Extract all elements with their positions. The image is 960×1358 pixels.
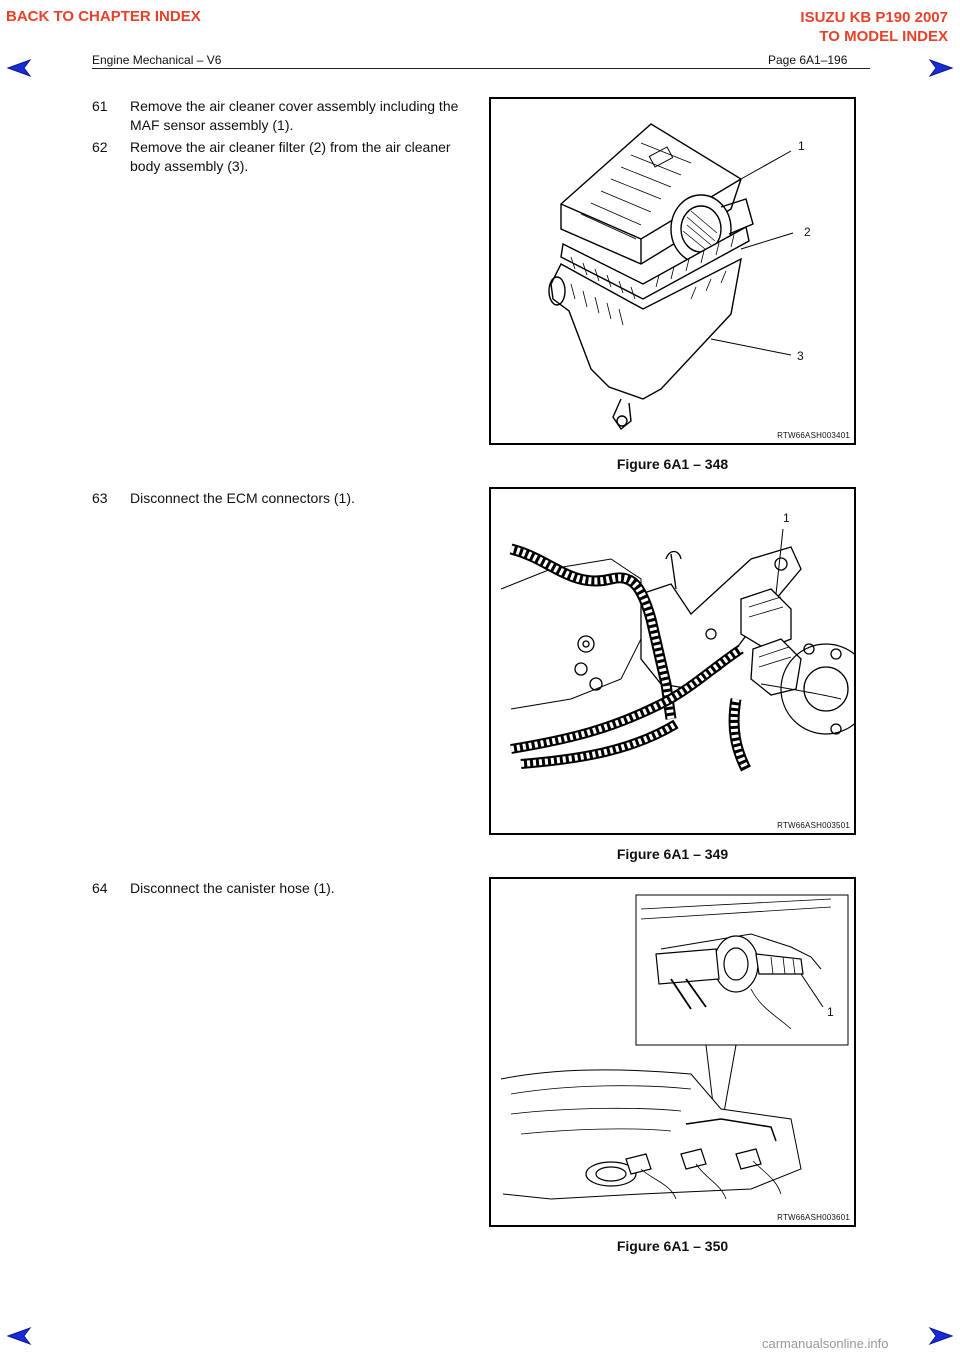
figure-caption: Figure 6A1 – 349 [616,846,729,862]
callout-2: 2 [804,225,811,239]
step-63 [92,489,482,509]
figure-349-ecm-connectors-illustration [489,487,856,835]
callout-3: 3 [797,349,804,363]
watermark-link[interactable]: carmanualsonline.info [762,1336,889,1351]
step-text: Disconnect the ECM connectors (1). [130,490,355,506]
step-text: Remove the air cleaner filter (2) from the air cleaner body assembly (3). [130,139,451,174]
figure-code: RTW66ASH003401 [777,431,850,440]
back-to-chapter-index-link[interactable]: BACK TO CHAPTER INDEX [6,8,201,25]
callout-1: 1 [783,511,790,525]
page-number: Page 6A1–196 [768,53,848,67]
figure-348-air-cleaner-illustration [489,97,856,445]
to-model-index-label[interactable]: TO MODEL INDEX [819,28,948,45]
step-number: 62 [92,139,108,155]
figure-caption: Figure 6A1 – 350 [616,1238,729,1254]
step-number: 61 [92,98,108,114]
step-62 [92,138,482,178]
section-title: Engine Mechanical – V6 [92,53,222,67]
next-page-arrow-icon[interactable] [924,1326,954,1346]
prev-page-arrow-icon[interactable] [6,58,36,78]
figure-code: RTW66ASH003501 [777,821,850,830]
figure-code: RTW66ASH003601 [777,1213,850,1222]
header-rule [92,68,870,69]
step-number: 63 [92,490,108,506]
model-title: ISUZU KB P190 2007 [800,9,948,26]
step-64 [92,879,482,899]
callout-1: 1 [798,139,805,153]
figure-350-canister-hose-illustration [489,877,856,1227]
figure-caption: Figure 6A1 – 348 [616,456,729,472]
callout-1: 1 [827,1005,834,1019]
step-text: Remove the air cleaner cover assembly including the MAF sensor assembly (1). [130,98,459,133]
step-61 [92,97,482,137]
prev-page-arrow-icon[interactable] [6,1326,36,1346]
step-number: 64 [92,880,108,896]
model-index-link[interactable] [800,8,948,46]
next-page-arrow-icon[interactable] [924,58,954,78]
step-text: Disconnect the canister hose (1). [130,880,335,896]
